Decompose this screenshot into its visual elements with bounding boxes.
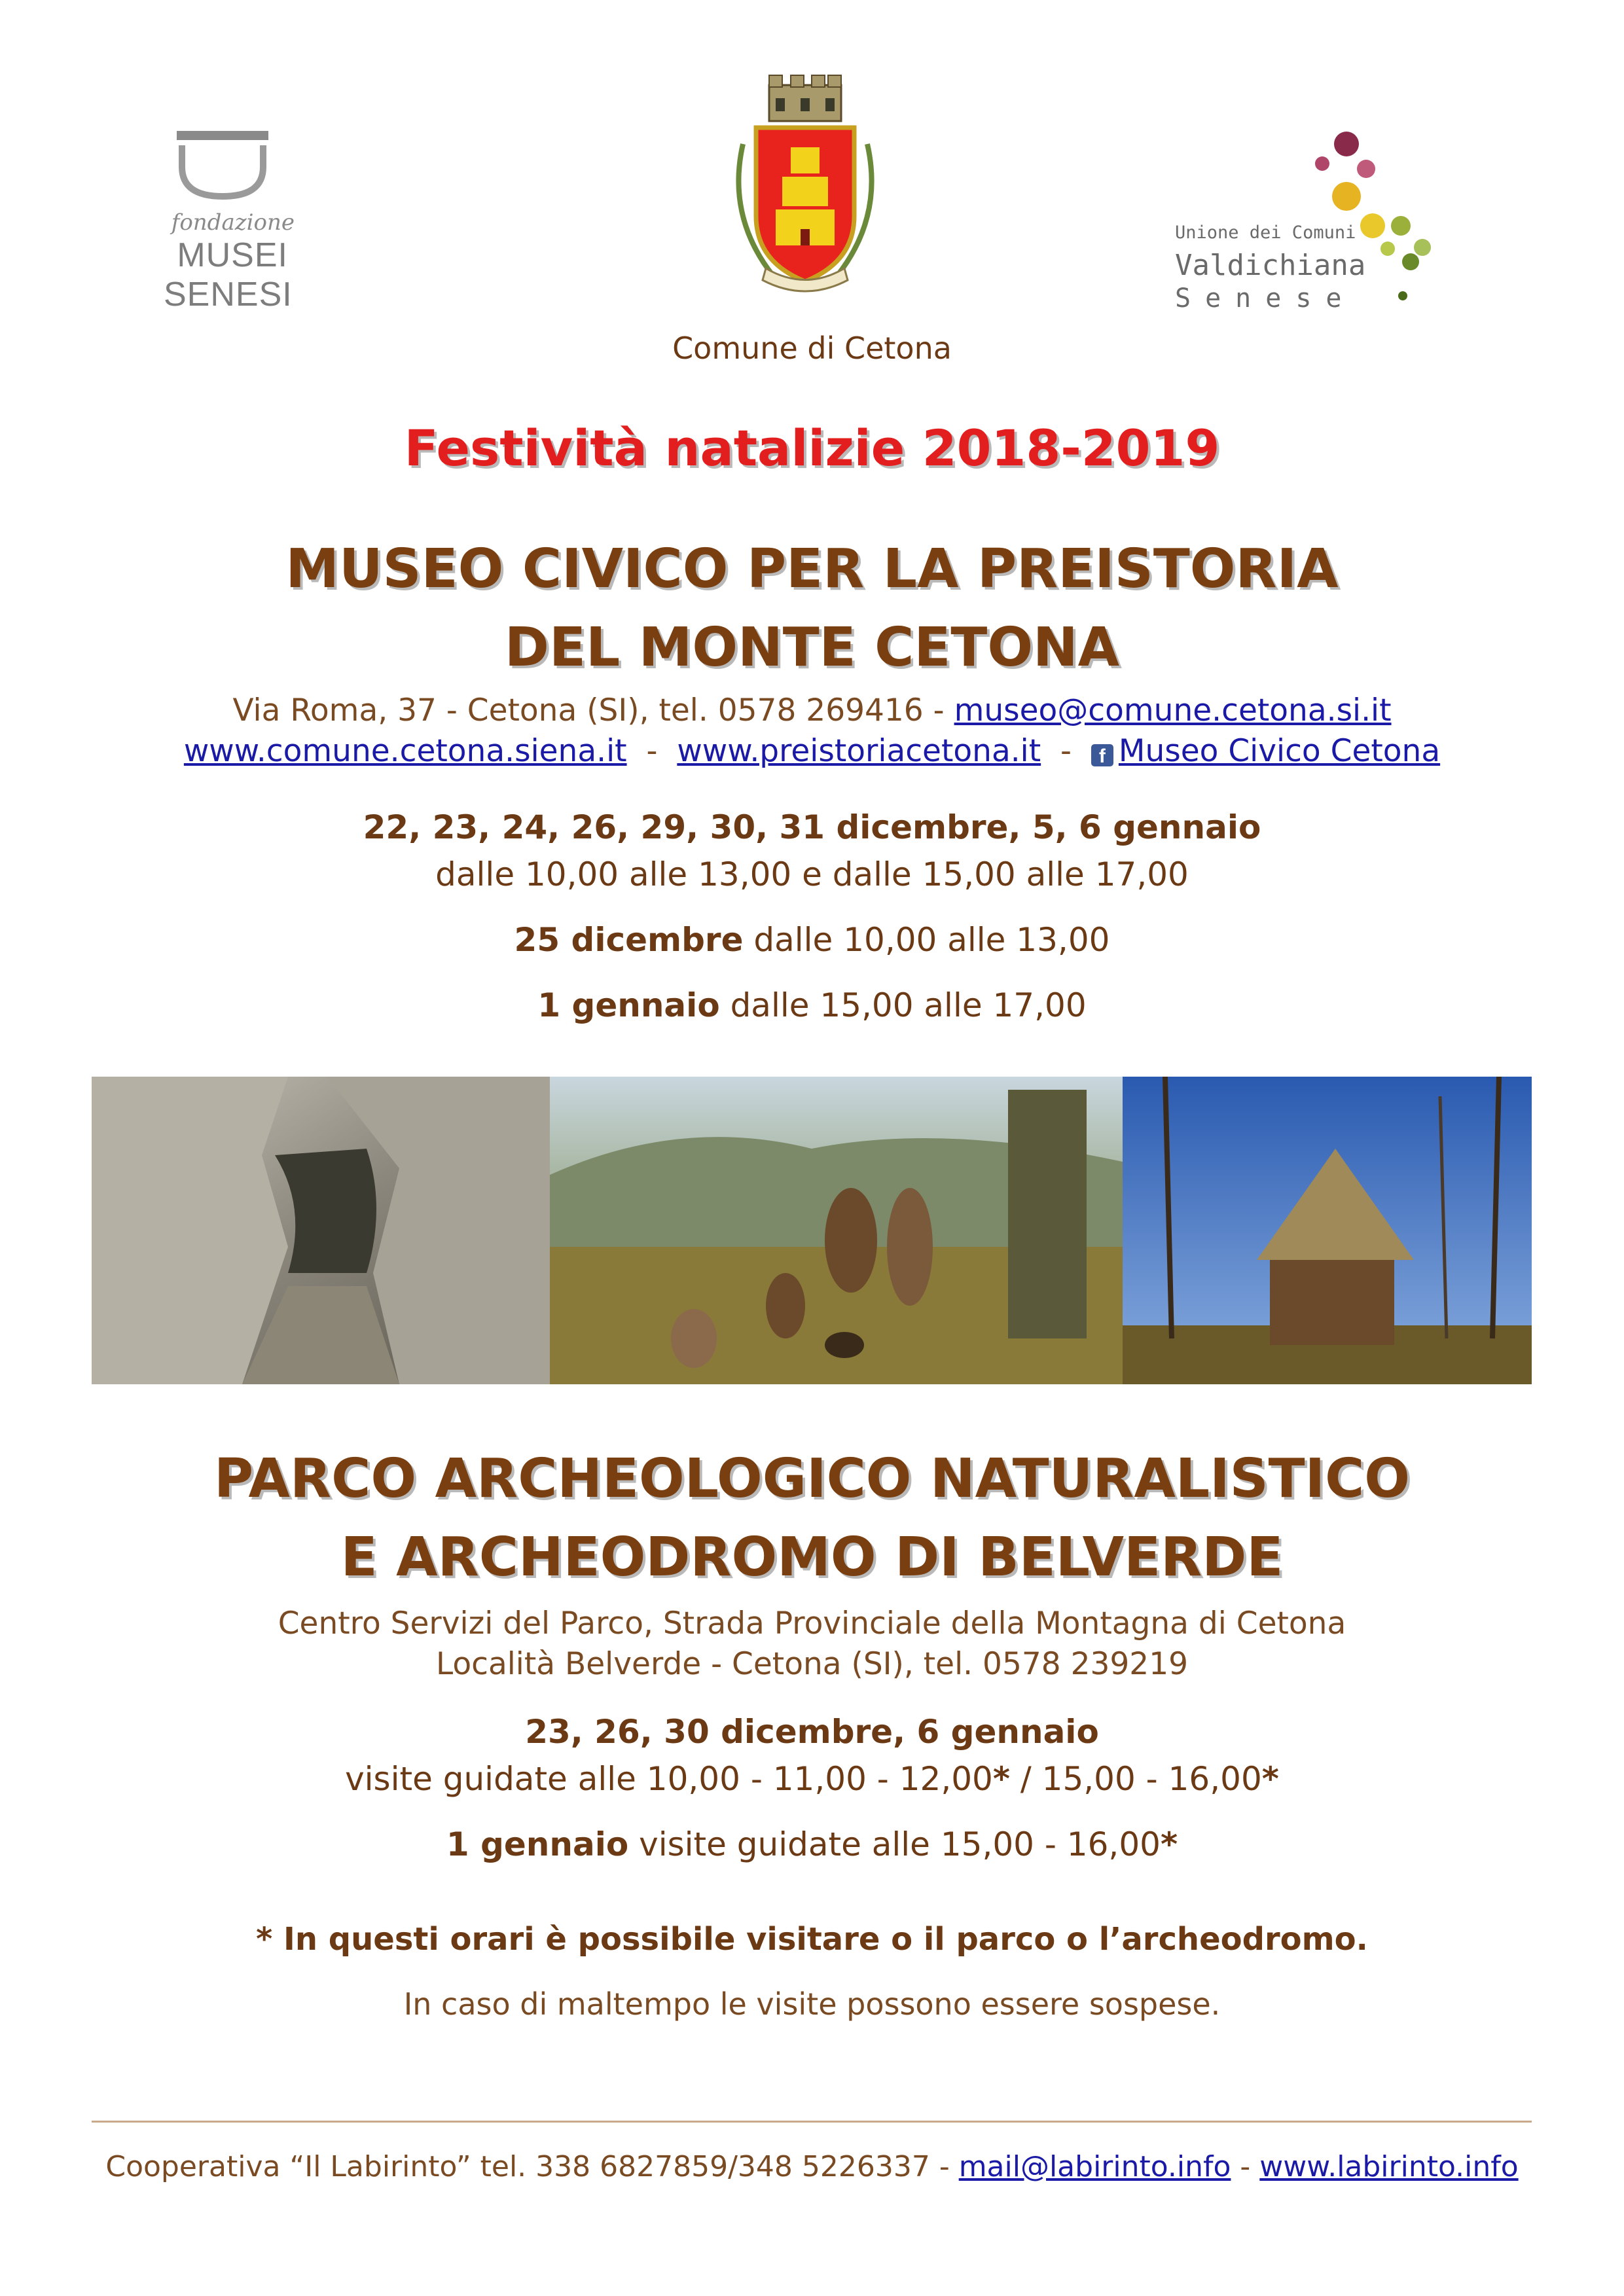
park-visits: visite guidate alle 10,00 - 11,00 - 12,00 [345,1760,993,1798]
coat-of-arms-icon [713,72,897,301]
park-address [0,1604,1624,1685]
christmas-hours: dalle 10,00 alle 13,00 [743,921,1110,959]
park-newyear-line [0,1821,1624,1868]
facebook-icon: f [1091,744,1113,766]
museum-title [0,530,1624,687]
unione-label: Unione dei Comuni [1175,223,1356,243]
comune-label: Comune di Cetona [672,331,952,366]
schedule-dates-line [0,804,1624,851]
museum-email-link[interactable]: museo@comune.cetona.si.it [954,692,1392,728]
schedule-hours: dalle 10,00 alle 13,00 e dalle 15,00 alle 17,00 [435,855,1189,893]
schedule-newyear-line [0,982,1624,1029]
park-address-line1: Centro Servizi del Parco, Strada Provinciale della Montagna di Cetona [278,1605,1346,1641]
unione-comuni-logo [1175,124,1450,321]
christmas-date: 25 dicembre [514,921,744,959]
footer-text: Cooperativa “Il Labirinto” tel. 338 6827859/348 5226337 - [105,2150,959,2183]
park-visits-line [0,1755,1624,1803]
senese-label: Senese [1175,283,1356,314]
park-visits-afternoon: / 15,00 - 16,00 [1010,1760,1262,1798]
museum-title-line1: MUSEO CIVICO PER LA PREISTORIA [285,538,1339,600]
fondazione-label: fondazione [171,209,295,236]
facebook-page-link[interactable]: Museo Civico Cetona [1118,733,1441,769]
newyear-hours: dalle 15,00 alle 17,00 [719,986,1087,1024]
park-title-line1: PARCO ARCHEOLOGICO NATURALISTICO [213,1448,1411,1510]
valdichiana-label: Valdichiana [1175,249,1366,282]
star-mark: * [1261,1760,1279,1798]
footer [0,2150,1624,2183]
star-mark: * [1160,1825,1178,1863]
musei-label: MUSEI [177,236,288,274]
separator: - [1041,733,1091,769]
separator: - [1231,2150,1260,2183]
museum-schedule [0,804,1624,1029]
separator: - [626,733,677,769]
park-dates: 23, 26, 30 dicembre, 6 gennaio [525,1713,1099,1751]
schedule-christmas-line [0,916,1624,963]
weather-note: In caso di maltempo le visite possono essere sospese. [403,1986,1221,2022]
senesi-label: SENESI [164,276,293,314]
newyear-date: 1 gennaio [537,986,720,1024]
park-address-line2: Località Belverde - Cetona (SI), tel. 0578 239219 [435,1646,1189,1682]
museum-contacts [0,691,1624,772]
schedule-hours-line [0,851,1624,898]
park-newyear-visits: visite guidate alle 15,00 - 16,00 [628,1825,1161,1863]
park-title [0,1440,1624,1597]
diorama-photo [550,1077,1123,1384]
footer-email-link[interactable]: mail@labirinto.info [958,2150,1231,2183]
photo-strip [92,1077,1532,1384]
footer-site-link[interactable]: www.labirinto.info [1259,2150,1519,2183]
cup-logo-icon [170,131,275,203]
cetona-coat-of-arms [713,72,897,301]
schedule-dates: 22, 23, 24, 26, 29, 30, 31 dicembre, 5, 6 gennaio [363,808,1261,846]
museum-title-line2: DEL MONTE CETONA [504,617,1120,679]
museum-address-line [0,691,1624,731]
visit-note: * In questi orari è possibile visitare o il parco o l’archeodromo. [256,1921,1368,1958]
park-title-line2: E ARCHEODROMO DI BELVERDE [340,1526,1284,1588]
park-schedule [0,1708,1624,1868]
museum-address: Via Roma, 37 - Cetona (SI), tel. 0578 269416 - [232,692,954,728]
festive-title: Festività natalizie 2018-2019 [404,419,1220,477]
star-mark: * [992,1760,1011,1798]
park-dates-line [0,1708,1624,1755]
museum-links-line [0,731,1624,772]
cave-photo [92,1077,550,1384]
footer-divider [92,2121,1532,2123]
fondazione-musei-senesi-logo [164,131,301,314]
comune-site-link[interactable]: www.comune.cetona.siena.it [183,733,627,769]
preistoria-site-link[interactable]: www.preistoriacetona.it [677,733,1041,769]
hut-photo [1123,1077,1532,1384]
park-newyear-date: 1 gennaio [446,1825,629,1863]
